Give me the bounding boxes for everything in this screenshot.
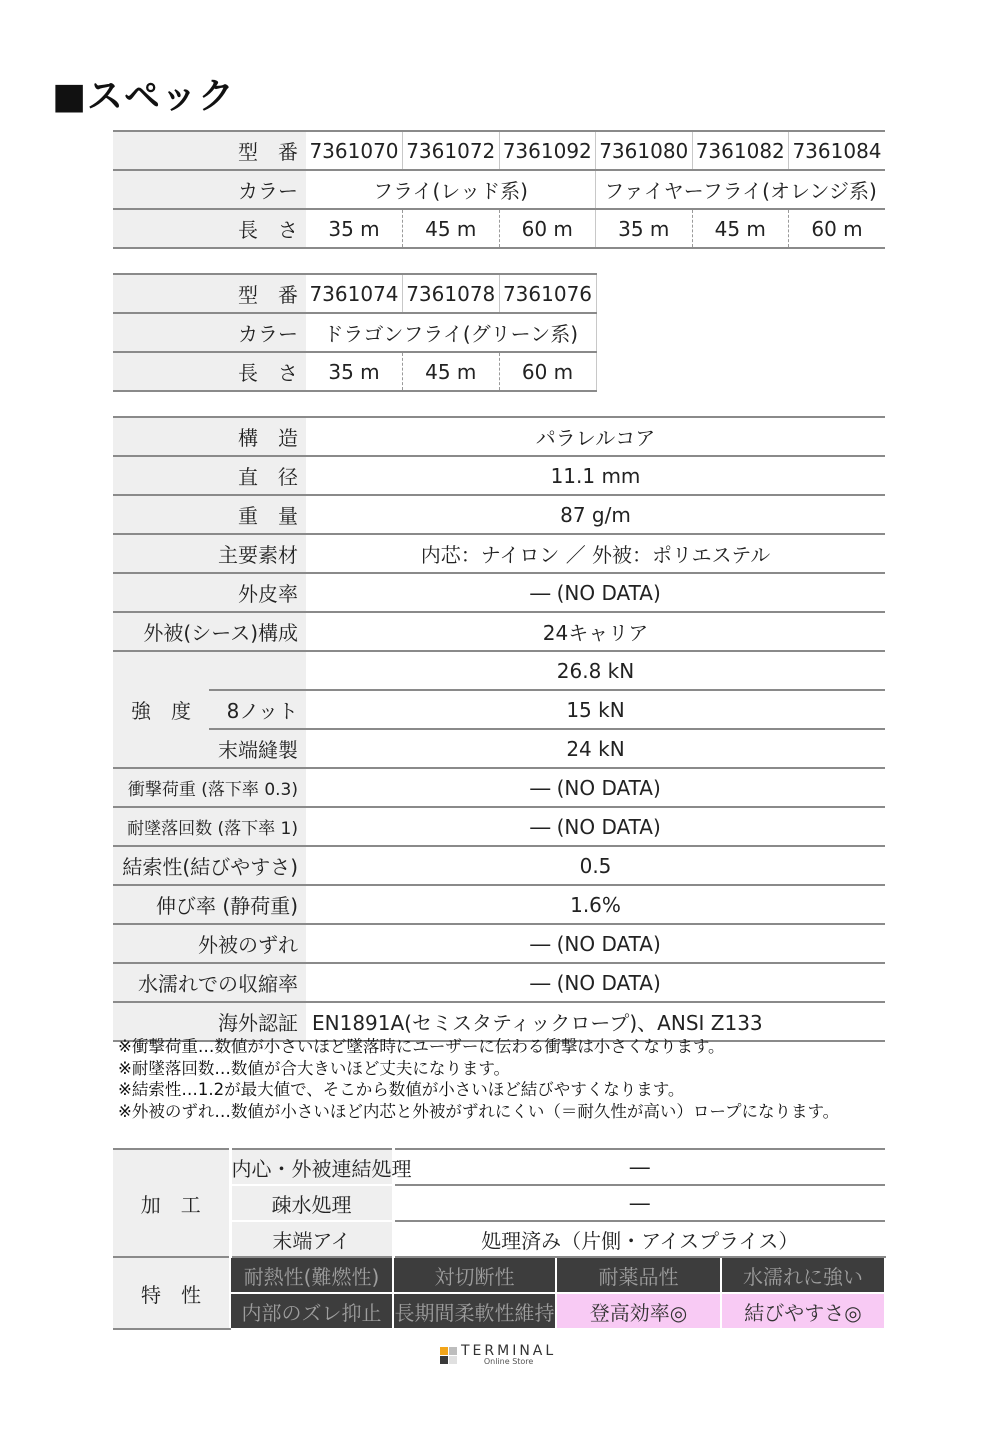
feature-badge: 対切断性: [393, 1257, 556, 1293]
model-number: 7361070: [306, 131, 403, 170]
color-value: フライ(レッド系): [306, 170, 596, 209]
spec-value: 87 g/m: [560, 502, 631, 527]
note-line: ※外被のずれ…数値が小さいほど内芯と外被がずれにくい（＝耐久性が高い）ロープになります。: [118, 1101, 840, 1121]
spec-value: 0.5: [579, 853, 612, 878]
spec-value: 1.6%: [570, 892, 621, 917]
spec-value: 内芯：ナイロン ／ 外被：ポリエステル: [420, 543, 771, 567]
model-label: 型 番: [113, 274, 306, 313]
spec-label: 外皮率: [113, 573, 306, 612]
notes: [118, 1036, 839, 1122]
model-table-2: [113, 273, 597, 392]
length-value: 35 m: [596, 209, 693, 248]
model-label: 型 番: [113, 131, 306, 170]
note-line: ※衝撃荷重…数値が小さいほど墜落時にユーザーに伝わる衝撃は小さくなります。: [118, 1037, 725, 1056]
length-value: 45 m: [692, 209, 789, 248]
spec-label: 海外認証: [113, 1002, 306, 1041]
logo-name: TERMINAL: [461, 1343, 557, 1359]
spec-label: 主要素材: [113, 534, 306, 573]
processing-item-label: 疎水処理: [230, 1185, 393, 1221]
processing-item-value: ―: [393, 1149, 885, 1185]
spec-value: パラレルコア: [535, 426, 656, 450]
model-number: 7361084: [792, 138, 882, 163]
logo-sub: Online Store: [483, 1357, 534, 1366]
feature-badge: 耐熱性(難燃性): [230, 1257, 393, 1293]
strength-sub-label: 8ノット: [209, 690, 306, 729]
spec-value: 26.8 kN: [556, 658, 635, 683]
feature-badge: 内部のズレ抑止: [230, 1293, 393, 1329]
spec-label: 外被のずれ: [113, 924, 306, 963]
color-label: カラー: [113, 170, 306, 209]
model-table-1: [113, 130, 885, 249]
feature-badge: 耐薬品性: [556, 1257, 721, 1293]
length-label: 長 さ: [113, 352, 306, 391]
spec-value: ― (NO DATA): [530, 970, 661, 995]
feature-badge: 長期間柔軟性維持: [393, 1293, 556, 1329]
spec-label: 外被(シース)構成: [113, 612, 306, 651]
length-value: 60 m: [811, 216, 863, 241]
processing-label: 加 工: [113, 1149, 230, 1257]
spec-value: ― (NO DATA): [530, 814, 661, 839]
spec-label: 水濡れでの収縮率: [113, 963, 306, 1002]
length-value: 60 m: [499, 352, 596, 391]
terminal-logo: [440, 1344, 556, 1366]
model-number: 7361092: [499, 131, 596, 170]
color-value: ファイヤーフライ(オレンジ系): [604, 179, 877, 203]
length-label: 長 さ: [113, 209, 306, 248]
model-number: 7361076: [499, 274, 596, 313]
features-label: 特 性: [113, 1257, 230, 1329]
note-line: ※結索性…1.2が最大値で、そこから数値が小さいほど結びやすくなります。: [118, 1080, 685, 1099]
spec-value: 24キャリア: [542, 621, 649, 645]
spec-value: ― (NO DATA): [530, 580, 661, 605]
spec-label: 結索性(結びやすさ): [113, 846, 306, 885]
spec-value: 15 kN: [566, 697, 625, 722]
spec-label: 直 径: [113, 456, 306, 495]
strength-blank: [209, 651, 306, 690]
spec-label: 重 量: [113, 495, 306, 534]
processing-features-table: [113, 1148, 886, 1330]
note-line: ※耐墜落回数…数値が合大きいほど丈夫になります。: [118, 1058, 511, 1078]
strength-label: 強 度: [113, 651, 209, 768]
spec-value: 11.1 mm: [550, 463, 641, 488]
strength-sub-label: 末端縫製: [209, 729, 306, 768]
model-number: 7361072: [403, 131, 500, 170]
length-value: 45 m: [403, 209, 500, 248]
logo-mark-icon: [440, 1347, 457, 1364]
length-value: 60 m: [499, 209, 596, 248]
spec-label: 耐墜落回数 (落下率 1): [113, 807, 306, 846]
processing-item-value: ―: [393, 1185, 885, 1221]
spec-table: [113, 416, 885, 1042]
model-number: 7361074: [306, 274, 403, 313]
model-number: 7361082: [692, 131, 789, 170]
feature-badge-active: 結びやすさ◎: [721, 1293, 885, 1329]
spec-label: 伸び率 (静荷重): [113, 885, 306, 924]
length-value: 45 m: [403, 352, 500, 391]
spec-label: 衝撃荷重 (落下率 0.3): [113, 768, 306, 807]
processing-item-label: 末端アイ: [230, 1221, 393, 1257]
spec-value: ― (NO DATA): [530, 931, 661, 956]
color-value: ドラゴンフライ(グリーン系): [306, 313, 596, 352]
color-label: カラー: [113, 313, 306, 352]
model-number: 7361080: [596, 131, 693, 170]
spec-label: 構 造: [113, 417, 306, 456]
feature-badge-active: 登高効率◎: [556, 1293, 721, 1329]
page-title: ■スペック: [52, 76, 236, 117]
spec-value: 24 kN: [566, 736, 625, 761]
processing-item-value: 処理済み（片側・アイスプライス）: [393, 1221, 885, 1257]
processing-item-label: 内心・外被連結処理: [230, 1149, 393, 1185]
spec-value: EN1891A(セミスタティックロープ)、ANSI Z133: [312, 1011, 763, 1035]
length-value: 35 m: [306, 352, 403, 391]
model-number: 7361078: [403, 274, 500, 313]
length-value: 35 m: [306, 209, 403, 248]
feature-badge: 水濡れに強い: [721, 1257, 885, 1293]
spec-value: ― (NO DATA): [530, 775, 661, 800]
